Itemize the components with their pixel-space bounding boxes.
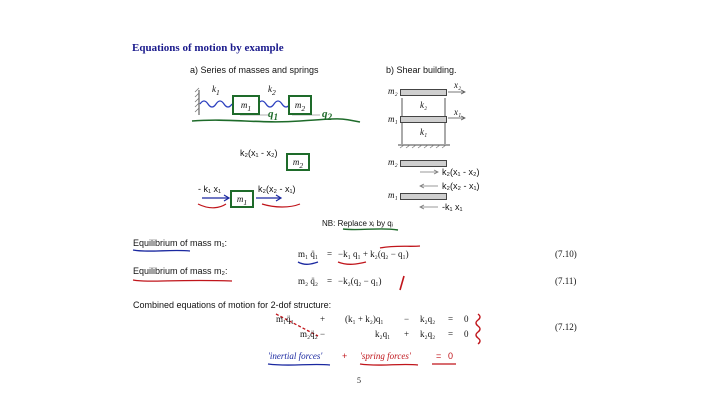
row2-zero: 0 bbox=[464, 329, 469, 339]
force-k1-left: - k₁ x₁ bbox=[198, 184, 222, 194]
q2-label: $q_2$ bbox=[322, 108, 333, 123]
nb-note: NB: Replace xᵢ by qᵢ bbox=[322, 219, 393, 228]
fb-force-2: k₂(x₂ - x₁) bbox=[442, 181, 480, 191]
forces-plus: + bbox=[342, 351, 348, 361]
eq2-number: (7.11) bbox=[555, 276, 577, 286]
eq3-number: (7.12) bbox=[555, 322, 577, 332]
eq2-label: Equilibrium of mass m₂: bbox=[133, 266, 228, 276]
row2-equals: = bbox=[448, 329, 454, 339]
page-number: 5 bbox=[357, 376, 361, 385]
row1-stiff2: k₂q₂ bbox=[420, 314, 436, 324]
floor-m1 bbox=[400, 116, 447, 123]
fb-force-1: k₂(x₁ - x₂) bbox=[442, 167, 480, 177]
fb-mass-m2-box: $m_2$ bbox=[286, 153, 310, 171]
row2-inertia: m₂q̈₂ bbox=[300, 329, 318, 339]
row1-equals: = bbox=[448, 314, 454, 324]
building-x2-label: x₂ bbox=[454, 80, 462, 90]
mass-m2-box: $m_2$ bbox=[288, 95, 312, 115]
building-k2-label: k₂ bbox=[420, 100, 428, 110]
fb-force-3: -k₁ x₁ bbox=[442, 202, 463, 212]
building-m1-label: m₁ bbox=[388, 114, 398, 124]
row1-stiff1: (k₁ + k₂)q₁ bbox=[345, 314, 384, 324]
caption-series-masses: a) Series of masses and springs bbox=[190, 65, 319, 75]
fb-floor-m2 bbox=[400, 160, 447, 167]
force-k2-top: k₂(x₁ - x₂) bbox=[240, 148, 278, 158]
fb-floor-m1 bbox=[400, 193, 447, 200]
eq1-equals: = bbox=[327, 249, 333, 259]
building-k1-label: k₁ bbox=[420, 127, 428, 137]
row2-op1: − bbox=[320, 329, 326, 339]
slide-title: Equations of motion by example bbox=[132, 42, 284, 54]
row2-stiff2: k₂q₂ bbox=[420, 329, 436, 339]
row1-inertia: m₁q̈₁ bbox=[276, 314, 294, 324]
spring-forces-label: 'spring forces' bbox=[360, 351, 411, 361]
force-k2-right: k₂(x₂ - x₁) bbox=[258, 184, 296, 194]
row1-zero: 0 bbox=[464, 314, 469, 324]
spring-k1-label: $k_1$ bbox=[212, 84, 220, 97]
caption-shear-building: b) Shear building. bbox=[386, 65, 457, 75]
combined-label: Combined equations of motion for 2-dof structure: bbox=[133, 300, 332, 310]
fb-building-m2-label: m₂ bbox=[388, 157, 398, 167]
eq1-rhs: −k₁ q₁ + k₂(q₂ − q₁) bbox=[338, 249, 409, 259]
eq2-rhs: −k₂(q₂ − q₁) bbox=[338, 276, 382, 286]
forces-equals: = bbox=[436, 351, 442, 361]
floor-m2 bbox=[400, 89, 447, 96]
eq1-label: Equilibrium of mass m₁: bbox=[133, 238, 228, 248]
building-m2-label: m₂ bbox=[388, 86, 398, 96]
spring-k2-label: $k_2$ bbox=[268, 84, 276, 97]
building-x1-label: x₁ bbox=[454, 107, 462, 117]
row2-op2: + bbox=[404, 329, 410, 339]
row2-stiff1: k₂q₁ bbox=[375, 329, 391, 339]
row1-op1: + bbox=[320, 314, 326, 324]
fb-mass-m1-box: $m_1$ bbox=[230, 190, 254, 208]
row1-op2: − bbox=[404, 314, 410, 324]
fb-building-m1-label: m₁ bbox=[388, 190, 398, 200]
eq2-equals: = bbox=[327, 276, 333, 286]
q1-label: $q_1$ bbox=[268, 108, 279, 123]
eq2-lhs: m₂ q̈₂ bbox=[298, 276, 319, 286]
inertial-forces-label: 'inertial forces' bbox=[268, 351, 323, 361]
eq1-lhs: m₁ q̈₁ bbox=[298, 249, 319, 259]
forces-zero: 0 bbox=[448, 351, 454, 361]
mass-m1-box: $m_1$ bbox=[232, 95, 260, 115]
eq1-number: (7.10) bbox=[555, 249, 577, 259]
